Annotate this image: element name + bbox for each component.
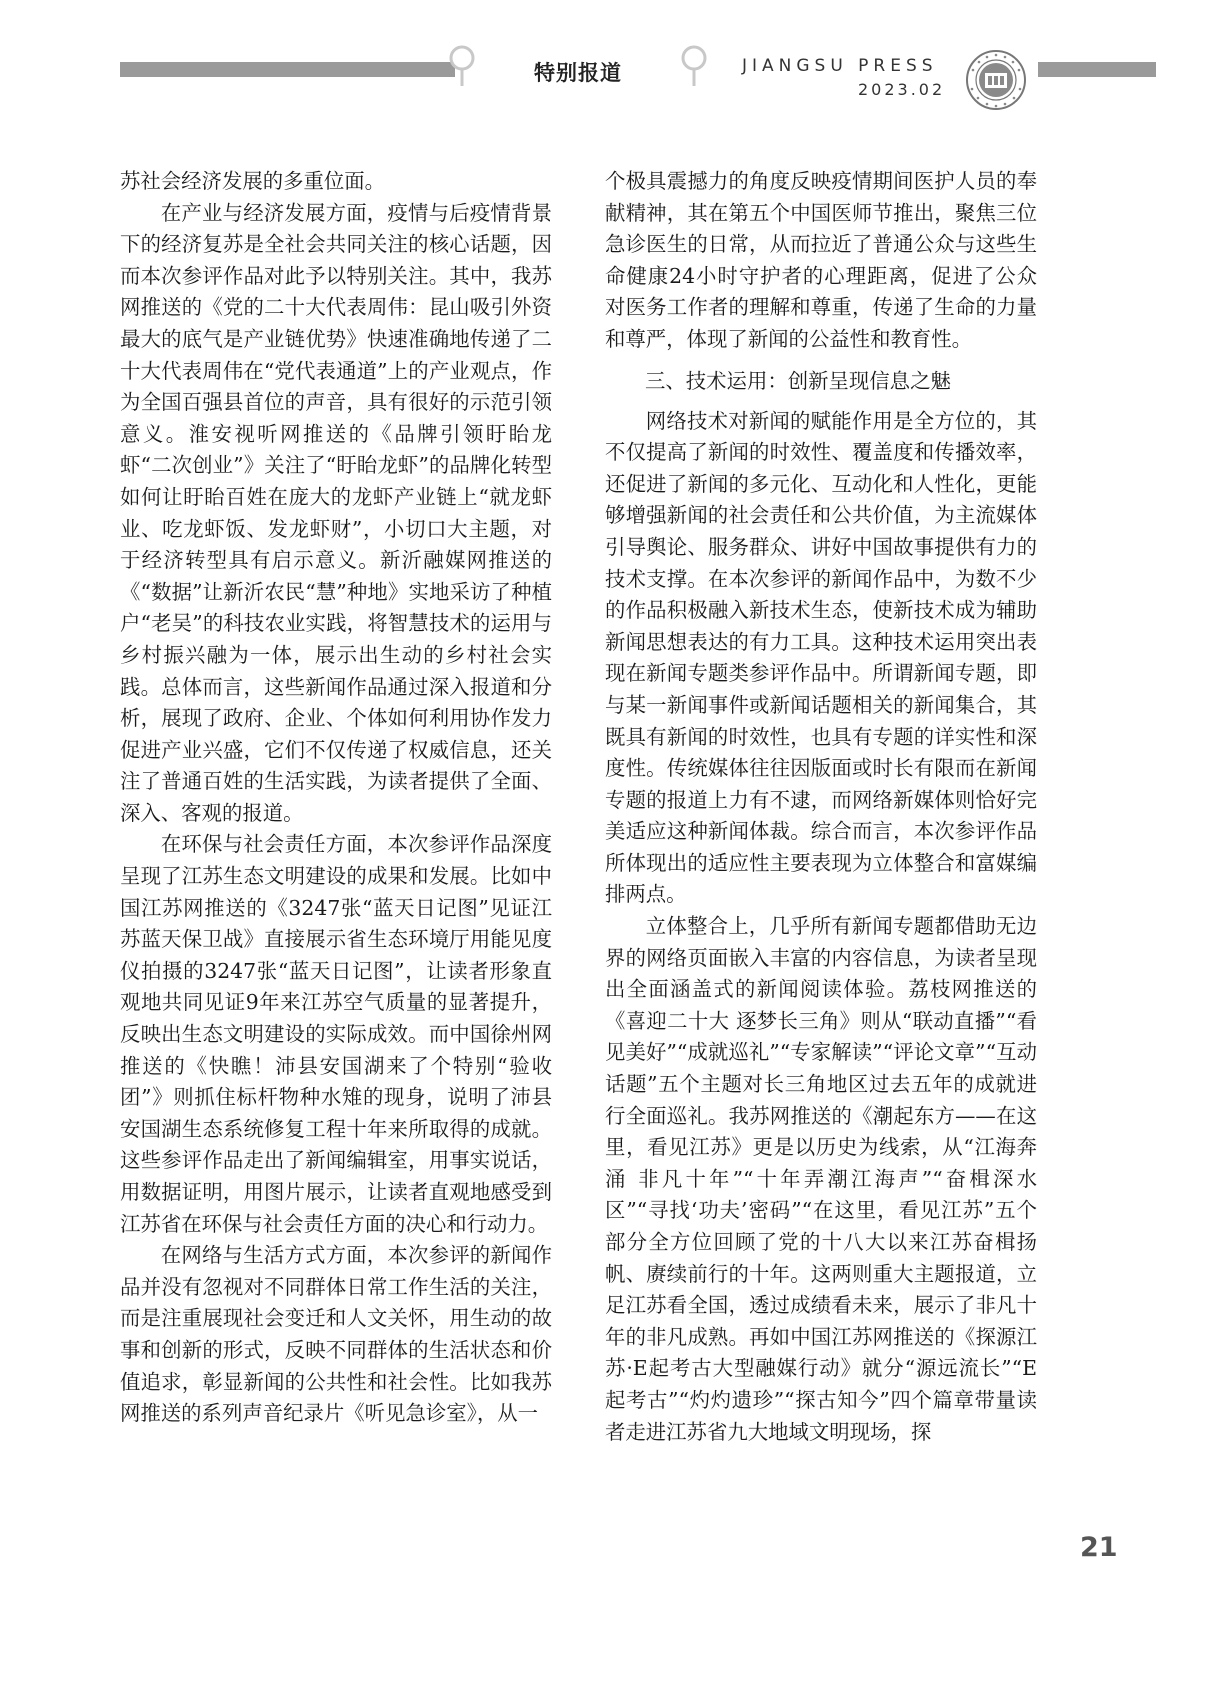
page-number: 21 (1080, 1532, 1118, 1563)
paragraph: 网络技术对新闻的赋能作用是全方位的，其不仅提高了新闻的时效性、覆盖度和传播效率，还促进了新闻的多元化、互动化和人性化，更能够增强新闻的社会责任和公共价值，为主流媒体引导舆论、服务群众、讲好中国故事提供有力的技术支撑。在本次参评的新闻作品中，为数不少的作品积极融入新技术生态，使新技术成为辅助新闻思想表达的有力工具。这种技术运用突出表现在新闻专题类参评作品中。所谓新闻专题，即与某一新闻事件或新闻话题相关的新闻集合，其既具有新闻的时效性，也具有专题的详实性和深度性。传统媒体往往因版面或时长有限而在新闻专题的报道上力有不逮，而网络新媒体则恰好完美适应这种新闻体裁。综合而言，本次参评作品所体现出的适应性主要表现为立体整合和富媒编排两点。 (605, 408, 1037, 907)
article-column-left (120, 166, 552, 1430)
header-bar-left (120, 62, 455, 77)
section-heading: 三、技术运用：创新呈现信息之魅 (645, 368, 951, 393)
map-pin-icon (448, 44, 476, 88)
section-label: 特别报道 (534, 61, 622, 85)
article-column-right (605, 166, 1037, 1448)
header-bar-right (1038, 62, 1156, 77)
paragraph: 立体整合上，几乎所有新闻专题都借助无边界的网络页面嵌入丰富的内容信息，为读者呈现出全面涵盖式的新闻阅读体验。荔枝网推送的《喜迎二十大 逐梦长三角》则从“联动直播”“看见美好”“成就巡礼”“专家解读”“评论文章”“互动话题”五个主题对长三角地区过去五年的成就进行全面巡礼。我苏网推送的《潮起东方——在这里，看见江苏》更是以历史为线索，从“江海奔涌 非凡十年”“十年弄潮江海声”“奋楫深水区”“寻找‘功夫’密码”“在这里，看见江苏”五个部分全方位回顾了党的十八大以来江苏奋楫扬帆、赓续前行的十年。这两则重大主题报道，立足江苏看全国，透过成绩看未来，展示了非凡十年的非凡成熟。再如中国江苏网推送的《探源江苏·E起考古大型融媒行动》就分“源远流长”“E起考古”“灼灼遗珍”“探古知今”四个篇章带量读者走进江苏省九大地域文明现场，探 (605, 914, 1037, 1444)
map-pin-icon (680, 44, 708, 88)
association-seal-logo (965, 49, 1027, 111)
magazine-name: JIANGSU PRESS (742, 56, 938, 76)
paragraph: 苏社会经济发展的多重位面。 (120, 169, 386, 193)
paragraph: 在环保与社会责任方面，本次参评作品深度呈现了江苏生态文明建设的成果和发展。比如中国江苏网推送的《3247张“蓝天日记图”见证江苏蓝天保卫战》直接展示省生态环境厅用能见度仪拍摄的3247张“蓝天日记图”，让读者形象直观地共同见证9年来江苏空气质量的显著提升，反映出生态文明建设的实际成效。而中国徐州网推送的《快瞧！沛县安国湖来了个特别“验收团”》则抓住标杆物种水雉的现身，说明了沛县安国湖生态系统修复工程十年来所取得的成就。这些参评作品走出了新闻编辑室，用事实说话，用数据证明，用图片展示，让读者直观地感受到江苏省在环保与社会责任方面的决心和行动力。 (120, 832, 552, 1236)
paragraph: 个极具震撼力的角度反映疫情期间医护人员的奉献精神，其在第五个中国医师节推出，聚焦三位急诊医生的日常，从而拉近了普通公众与这些生命健康24小时守护者的心理距离，促进了公众对医务工作者的理解和尊重，传递了生命的力量和尊严，体现了新闻的公益性和教育性。 (605, 169, 1037, 351)
paragraph: 在网络与生活方式方面，本次参评的新闻作品并没有忽视对不同群体日常工作生活的关注，而是注重展现社会变迁和人文关怀，用生动的故事和创新的形式，反映不同群体的生活状态和价值追求，彰显新闻的公共性和社会性。比如我苏网推送的系列声音纪录片《听见急诊室》，从一 (120, 1243, 552, 1426)
paragraph: 在产业与经济发展方面，疫情与后疫情背景下的经济复苏是全社会共同关注的核心话题，因而本次参评作品对此予以特别关注。其中，我苏网推送的《党的二十大代表周伟：昆山吸引外资 最大的底气是产业链优势》快速准确地传递了二十大代表周伟在“党代表通道”上的产业观点，作为全国百强县首位的声音，具有很好的示范引领意义。淮安视听网推送的《品牌引领盱眙龙虾“二次创业”》关注了“盱眙龙虾”的品牌化转型如何让盱眙百姓在庞大的龙虾产业链上“就龙虾业、吃龙虾饭、发龙虾财”，小切口大主题，对于经济转型具有启示意义。新沂融媒网推送的《“数据”让新沂农民“慧”种地》实地采访了种植户“老吴”的科技农业实践，将智慧技术的运用与乡村振兴融为一体，展示出生动的乡村社会实践。总体而言，这些新闻作品通过深入报道和分析，展现了政府、企业、个体如何利用协作发力促进产业兴盛，它们不仅传递了权威信息，还关注了普通百姓的生活实践，为读者提供了全面、深入、客观的报道。 (120, 200, 552, 825)
issue-number: 2023.02 (858, 80, 946, 99)
